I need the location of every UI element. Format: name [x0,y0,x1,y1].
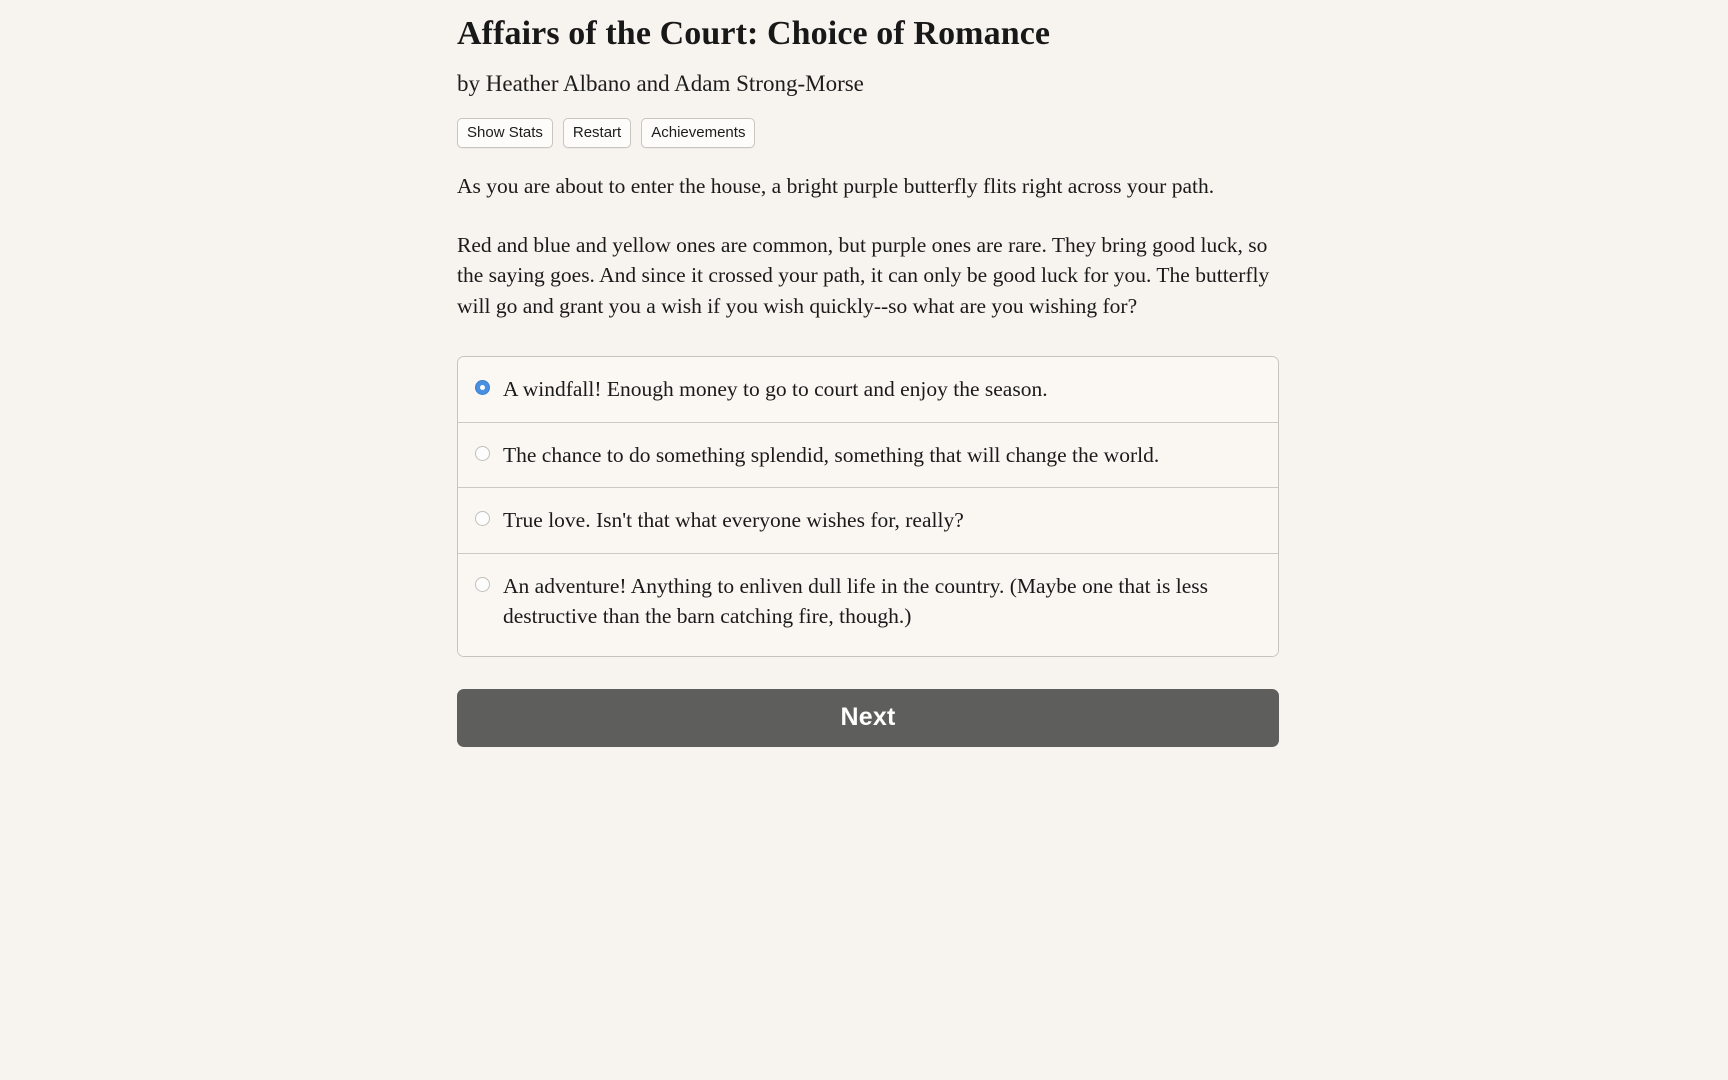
story-paragraph: As you are about to enter the house, a bright purple butterfly flits right across your path. [457,174,1215,198]
choice-option[interactable] [458,423,1278,489]
radio-icon[interactable] [475,511,490,526]
achievements-button[interactable]: Achievements [641,118,755,148]
choice-option[interactable] [458,488,1278,554]
toolbar [457,99,1279,148]
radio-icon[interactable] [475,380,490,395]
radio-icon[interactable] [475,446,490,461]
restart-button[interactable]: Restart [563,118,631,148]
page-title: Affairs of the Court: Choice of Romance [457,15,1051,52]
story-paragraph: Red and blue and yellow ones are common, but purple ones are rare. They bring good luck, so the saying goes. And since it crossed your path, it can only be good luck for you. The butterfly will go and grant you a wish if you wish quickly--so what are you wishing for? [457,232,1270,318]
choice-list [457,356,1279,657]
choice-label: An adventure! Anything to enliven dull life in the country. (Maybe one that is less destructive than the barn catching fire, though.) [503,573,1208,629]
author-byline: by Heather Albano and Adam Strong-Morse [457,71,864,97]
next-button[interactable]: Next [457,689,1279,747]
content-column [457,0,1279,747]
choice-label: The chance to do something splendid, something that will change the world. [503,442,1160,467]
choice-label: A windfall! Enough money to go to court and enjoy the season. [503,377,1048,402]
choice-option[interactable] [458,554,1278,656]
choice-label: True love. Isn't that what everyone wishes for, really? [503,508,964,533]
show-stats-button[interactable]: Show Stats [457,118,553,148]
radio-icon[interactable] [475,577,490,592]
choice-option[interactable] [458,357,1278,423]
story-text [457,148,1279,321]
